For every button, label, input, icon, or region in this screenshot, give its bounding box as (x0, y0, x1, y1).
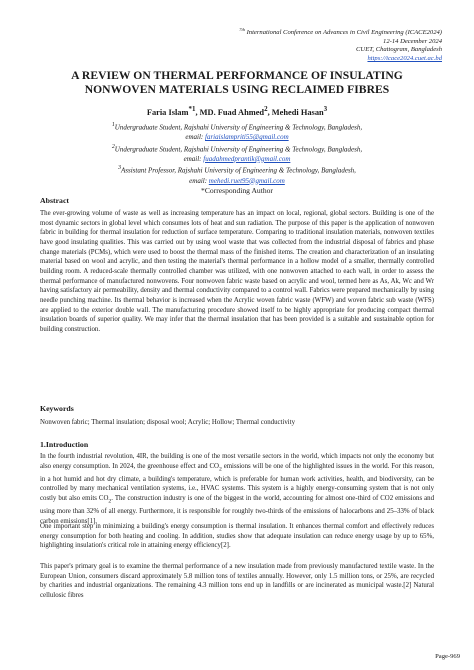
title-line-2: NONWOVEN MATERIALS USING RECLAIMED FIBRES (84, 83, 390, 96)
abstract-heading: Abstract (40, 196, 70, 205)
affiliation-2: $^2$Undergraduate Student, Rajshahi University of Engineering & Technology, Bangladesh, (111, 143, 363, 154)
conference-header (182, 26, 442, 64)
author-name: Faria Islam (146, 107, 189, 117)
conference-dates: 12-14 December 2024 (383, 37, 442, 45)
paper-title (40, 69, 434, 97)
page-number: Page-969 (435, 653, 460, 660)
keywords-text: Nonwoven fabric; Thermal insulation; disposal wool; Acrylic; Hollow; Thermal conductivity (40, 419, 296, 426)
title-line-1: A REVIEW ON THERMAL PERFORMANCE OF INSULATING (71, 69, 403, 82)
keywords-heading: Keywords (40, 404, 74, 413)
intro-paragraph-1: In the fourth industrial revolution, 4IR, the building is one of the most versatile sectors in the world, which impacts not only the economy but also energy consumption. In 2024, the greenhouse effect and $CO_2$ emissions will be one of the highlighted issues in the world. For this reason, in a hot humid and hot dry climate, a building's temperature, which is preferable for human work activities, health, and biodiversity, can be controlled by many mechanical ventilation systems, i.e., HVAC systems. This system is a highly energy-consuming system that is not only costly but also emits $CO_2$. The construction industry is one of the biggest in the world, accounting for almost one-third of CO2 emissions and using more than 32% of all energy. Furthermore, it is responsible for roughly two-thirds of the emissions of halocarbons and 25–33% of black carbon emissions[1]. (40, 453, 435, 525)
conference-name: $^{7th}$ International Conference on Advances in Civil Engineering (ICACE2024) (239, 27, 442, 37)
author-name: Mehedi Hasan (271, 107, 324, 117)
email-link[interactable]: mehedi.ruet95@gmail.com (208, 176, 285, 185)
conference-venue: CUET, Chattogram, Bangladesh (356, 46, 442, 54)
email-link[interactable]: fariaislampriti55@gmail.com (205, 133, 289, 142)
conference-link[interactable]: https://icace2024.cuet.ac.bd (367, 54, 442, 62)
author-name: MD. Fuad Ahmed (199, 107, 265, 117)
intro-paragraph-2: One important step in minimizing a building's energy consumption is thermal insulation. It enhances thermal comfort and effectively reduces energy consumption for both heating and cooling. In addition, studies show that adequate insulation can reduce energy usage by up to 65%, highlighting insulation's critical role in attaining energy efficiency[2]. (40, 523, 434, 550)
affiliation-1: $^1$Undergraduate Student, Rajshahi University of Engineering & Technology, Bangladesh, (111, 122, 363, 132)
introduction-heading: 1.Introduction (40, 440, 89, 449)
corresponding-author-note: *Corresponding Author (201, 186, 273, 196)
affiliation-3: $^3$Assistant Professor, Rajshahi University of Engineering & Technology, Bangladesh, (118, 165, 356, 175)
abstract-text: The ever-growing volume of waste as well as increasing temperature has an impact on local, regional, global sectors. Building is one of the most dynamic sectors in global level which consumes lots of heat and sun radiation. The purpose of this paper is the application of nonwoven fabric in building for thermal insulation for reduction of surface temperature. Comparing to traditional insulation materials, nonwoven textiles have good insulating qualities. This was carried out by using wool waste that was collected from the industrial disposal of fabrics and phase change materials (PCMs), which were used to boost the thermal mass of the finished items. The creation and characterization of an insulating material based on wool and acrylic, and then testing the material's thermal performance in a hollow model of a smaller, thermally controlled building room. A reduced-scale thermally controlled chamber was utilized, with one nonwoven attached to each wall, in order to assess the thermal performance of manufactured nonwovens. Four nonwoven fabric waste based on acrylic and wool, termed here as As, Ak, Wc and Wr having satisfactory air permeability, density and thermal conductivity compared to a control wall. Fabrics were prepared mechanically by using needle punching machine. Its thermal behavior is increased when the Acrylic woven fabric waste (WFW) and woven fabric sub waste (WFS) are applied to the exterior double wall. The manufacturing procedure showed itself to be highly appropriate for producing compact thermal insulation boards of superior quality. We may infer that the thermal insulation that has been provided is a suitable and sustainable option for building construction. (40, 210, 434, 333)
affiliations: $^1$Undergraduate Student, Rajshahi University of Engineering & Technology, Bangladesh, email: fariaislampriti55@gmail.com $^2$Undergraduate Student, Rajshahi University of Engineering & Technology, Bangladesh, email: fuadahmedprantik@gmail.com $^3$Assistant Professor, Rajshahi University of Engineering & Technology, Bangladesh, email: mehedi.ruet95@gmail.com *Corresponding Author (60, 121, 414, 196)
author-list: Faria Islam$^{*1}$, MD. Fuad Ahmed$^2$, Mehedi Hasan$^3$ (146, 105, 328, 117)
email-link[interactable]: fuadahmedprantik@gmail.com (203, 154, 291, 163)
intro-paragraph-3: This paper's primary goal is to examine the thermal performance of a new insulation made from previously manufactured textile waste. In the European Union, consumers discard approximately 5.8 million tons of textiles annually. However, only 1.5 million tons, or 25%, are recycled by charities and industrial organizations. The remaining 4.3 million tons end up in landfills or are incinerated as municipal waste.[2] Natural cellulosic fibres (40, 563, 434, 599)
